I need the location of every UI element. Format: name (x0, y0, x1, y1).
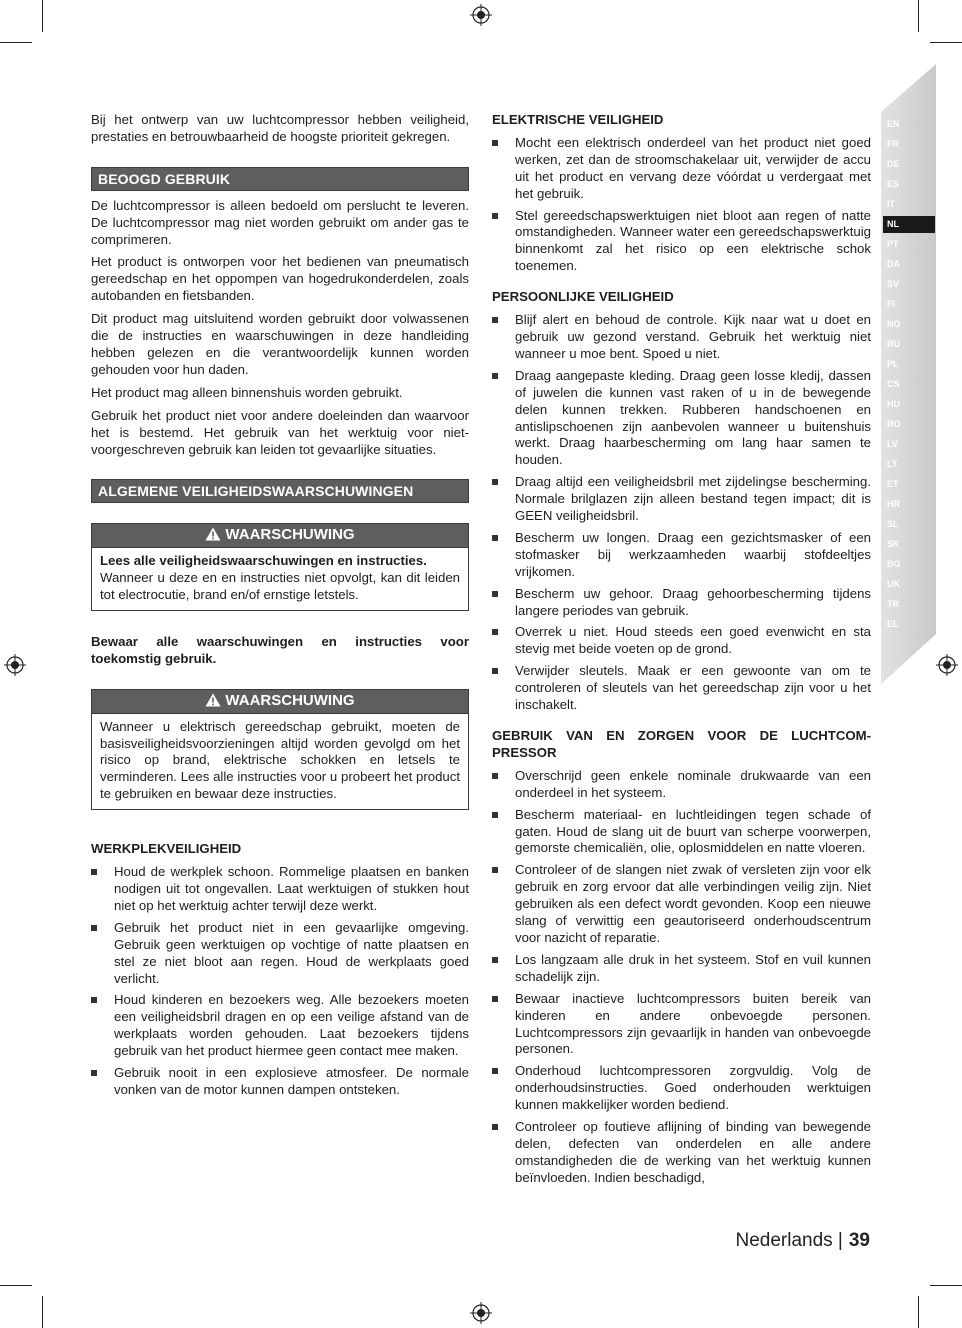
list-item: Stel gereedschapswerktuigen niet bloot aan regen of natte omstandigheden. Wanneer water een gereedschapswerktuig binnenkomt zal het risico op een elektrische schok toenemen. (492, 208, 871, 276)
crop-mark (0, 42, 32, 43)
list-item: Overrek u niet. Houd steeds een goed evenwicht en sta stevig met beide voeten op de grond. (492, 624, 871, 658)
paragraph: Het product mag alleen binnenshuis worden gebruikt. (91, 384, 403, 400)
list-item: Bescherm materiaal- en luchtleidingen tegen schade of gaten. Houd de slang uit de buurt van scherpe voorwerpen, gemorste chemicaliën, olie, oplosmiddelen en natte vloeren. (492, 807, 871, 858)
werkplek-list (91, 864, 469, 1099)
language-item-nl: NL (883, 216, 935, 233)
language-item-sl: SL (887, 519, 899, 529)
page-footer (735, 1230, 870, 1252)
list-item: Gebruik het product niet in een gevaarlijke omgeving. Gebruik geen werktuigen op vochtige of natte plaatsen en stel ze niet bloot aan regen. Houd de werkplaats goed verlicht. (91, 920, 469, 988)
list-item: Controleer op foutieve aflijning of binding van bewegende delen, defecten van onderdelen en alle andere omstandigheden die de werking van het werktuig kunnen beïnvloeden. Indien beschadigd, (492, 1119, 871, 1187)
list-item: Bewaar inactieve luchtcompressors buiten bereik van kinderen en andere onbevoegde personen. Luchtcompressors zijn gevaarlijk in handen van onbevoegde personen. (492, 991, 871, 1059)
language-item-fi: FI (887, 299, 895, 309)
warning-bold-text: Lees alle veiligheidswaarschuwingen en instructies. (100, 553, 427, 569)
language-item-sk: SK (887, 539, 900, 549)
language-item-da: DA (887, 259, 900, 269)
footer-language: Nederlands | (735, 1230, 843, 1251)
language-item-en: EN (887, 119, 900, 129)
crop-mark (918, 1296, 919, 1328)
list-item: Blijf alert en behoud de controle. Kijk naar wat u doet en gebruik uw gezond verstand. Gebruik het werktuig niet wanneer u moe bent. Spoed u niet. (492, 312, 871, 363)
crop-mark (42, 0, 43, 32)
crop-mark (42, 1296, 43, 1328)
section-heading-elektrische: ELEKTRISCHE VEILIGHEID (492, 112, 664, 127)
warning-body (92, 548, 468, 610)
paragraph: De luchtcompressor is alleen bedoeld om perslucht te leveren. De luchtcompressor mag niet worden gebruikt om ander gas te comprimeren. (91, 197, 469, 247)
registration-mark-icon (470, 1302, 492, 1324)
language-item-pt: PT (887, 239, 899, 249)
list-item: Bescherm uw longen. Draag een gezichtsmasker of een stofmasker bij werkzaamheden waarbij stofdeeltjes vrijkomen. (492, 530, 871, 581)
language-item-et: ET (887, 479, 899, 489)
crop-mark (930, 1285, 962, 1286)
list-item: Verwijder sleutels. Maak er een gewoonte van om te controleren of sleutels van het gereedschap zijn voor u het inschakelt. (492, 663, 871, 714)
list-item: Controleer of de slangen niet zwak of versleten zijn voor elk gebruik en zorg ervoor dat alle verbindingen veilig zijn. Niet gebruiken als een defect wordt gevonden. Koop een nieuwe slang of verwittig een geautoriseerd onderhoudscentrum voor nazicht of reparatie. (492, 862, 871, 947)
language-item-ro: RO (887, 419, 901, 429)
language-item-it: IT (887, 199, 895, 209)
language-item-es: ES (887, 179, 900, 189)
language-item-sv: SV (887, 279, 900, 289)
warning-text: Wanneer u deze en en instructies niet opvolgt, kan dit leiden tot electrocutie, brand en/of ernstige letstels. (100, 570, 460, 603)
left-column (91, 112, 469, 1104)
page-number: 39 (848, 1230, 870, 1251)
language-item-el: EL (887, 619, 899, 629)
crop-mark (930, 42, 962, 43)
warning-body (92, 714, 468, 810)
language-item-tr: TR (887, 599, 899, 609)
list-item: Overschrijd geen enkele nominale drukwaarde van een onderdeel in het systeem. (492, 768, 871, 802)
paragraph: Het product is ontworpen voor het bedienen van pneumatisch gereedschap en het oppompen van hogedrukonderdelen, zoals autobanden en fietsbanden. (91, 254, 469, 304)
warning-triangle-icon (205, 693, 221, 707)
language-item-lt: LT (887, 459, 898, 469)
language-item-hu: HU (887, 399, 900, 409)
language-item-lv: LV (887, 439, 898, 449)
persoonlijke-list (492, 312, 871, 714)
elektrische-list (492, 135, 871, 275)
section-heading-werkplek: WERKPLEKVEILIGHEID (91, 841, 242, 857)
intro-text: Bij het ontwerp van uw luchtcompressor hebben veiligheid, prestaties en betrouwbaarheid de hoogste prioriteit gekregen. (91, 112, 469, 144)
right-column (492, 112, 871, 1192)
crop-mark (0, 1285, 32, 1286)
list-item: Gebruik nooit in een explosieve atmosfeer. De normale vonken van de motor kunnen dampen ontsteken. (91, 1065, 469, 1099)
list-item: Bescherm uw gehoor. Draag gehoorbescherming tijdens langere periodes van gebruik. (492, 586, 871, 620)
section-heading-beoogd-gebruik: BEOOGD GEBRUIK (91, 167, 469, 191)
warning-title (92, 524, 468, 548)
warning-triangle-icon (205, 527, 221, 541)
language-item-no: NO (887, 319, 901, 329)
language-item-de: DE (887, 159, 900, 169)
section-heading-gebruik: GEBRUIK VAN EN ZORGEN VOOR DE LUCHTCOM-PRESSOR (492, 728, 871, 760)
language-item-uk: UK (887, 579, 900, 589)
registration-mark-icon (936, 654, 958, 676)
language-item-hr: HR (887, 499, 900, 509)
paragraph: Dit product mag uitsluitend worden gebruikt door volwassenen die de instructies en waarschuwingen in deze handleiding hebben gelezen en die verantwoordelijk kunnen worden gehouden voor hun daden. (91, 311, 469, 377)
section-heading-algemene: ALGEMENE VEILIGHEIDSWAARSCHUWINGEN (91, 479, 469, 503)
warning-title (92, 690, 468, 714)
warning-title-text: WAARSCHUWING (225, 526, 355, 544)
registration-mark-icon (470, 4, 492, 26)
list-item: Los langzaam alle druk in het systeem. Stof en vuil kunnen schadelijk zijn. (492, 952, 871, 986)
list-item: Draag aangepaste kleding. Draag geen losse kledij, dassen of juwelen die kunnen vast raken of u in de bewegende delen kunnen trekken. Rubberen handschoenen en antislipschoenen zijn aanbevolen wanneer u buitenshuis werkt. Draag haarbescherming om lang haar samen te houden. (492, 368, 871, 469)
gebruik-list (492, 768, 871, 1187)
warning-text: Wanneer u elektrisch gereedschap gebruikt, moeten de basisveiligheidsvoorzieningen altijd worden gevolgd om het risico op brand, elektrische schokken en letsels te verminderen. Lees alle instructies voor u probeert het product te gebruiken en bewaar deze instructies. (100, 718, 460, 802)
language-item-cs: CS (887, 379, 900, 389)
paragraph: Gebruik het product niet voor andere doeleinden dan waarvoor het is bestemd. Het gebruik van het werktuig voor niet-voorgeschreven gebruik kan leiden tot gevaarlijke situaties. (91, 407, 469, 457)
language-item-fr: FR (887, 139, 899, 149)
language-item-pl: PL (887, 359, 899, 369)
list-item: Mocht een elektrisch onderdeel van het product niet goed werken, zet dan de stroomschakelaar uit, verwijder de accu uit het product en vervang deze vóórdat u verdergaat met het gebruik. (492, 135, 871, 203)
crop-mark (918, 0, 919, 32)
list-item: Houd kinderen en bezoekers weg. Alle bezoekers moeten een veiligheidsbril dragen en op een veilige afstand van de werkplaats worden gehouden. Laat bezoekers tijdens gebruik van het product hiermee geen contact mee maken. (91, 992, 469, 1060)
language-item-bg: BG (887, 559, 901, 569)
bewaar-text: Bewaar alle waarschuwingen en instructies voor toekomstig gebruik. (91, 633, 469, 666)
warning-box (91, 523, 469, 611)
warning-box (91, 689, 469, 810)
registration-mark-icon (4, 654, 26, 676)
warning-title-text: WAARSCHUWING (225, 691, 355, 709)
list-item: Houd de werkplek schoon. Rommelige plaatsen en banken nodigen uit tot ongevallen. Laat werktuigen of stukken hout niet op het werktuig achter terwijl deze werkt. (91, 864, 469, 915)
section-heading-persoonlijke: PERSOONLIJKE VEILIGHEID (492, 289, 674, 305)
language-item-ru: RU (887, 339, 900, 349)
list-item: Draag altijd een veiligheidsbril met zijdelingse bescherming. Normale brilglazen zijn alleen bestand tegen impact; dit is GEEN veiligheidsbril. (492, 474, 871, 525)
list-item: Onderhoud luchtcompressoren zorgvuldig. Volg de onderhoudsinstructies. Goed onderhouden werktuigen kunnen makkelijker worden bediend. (492, 1063, 871, 1114)
